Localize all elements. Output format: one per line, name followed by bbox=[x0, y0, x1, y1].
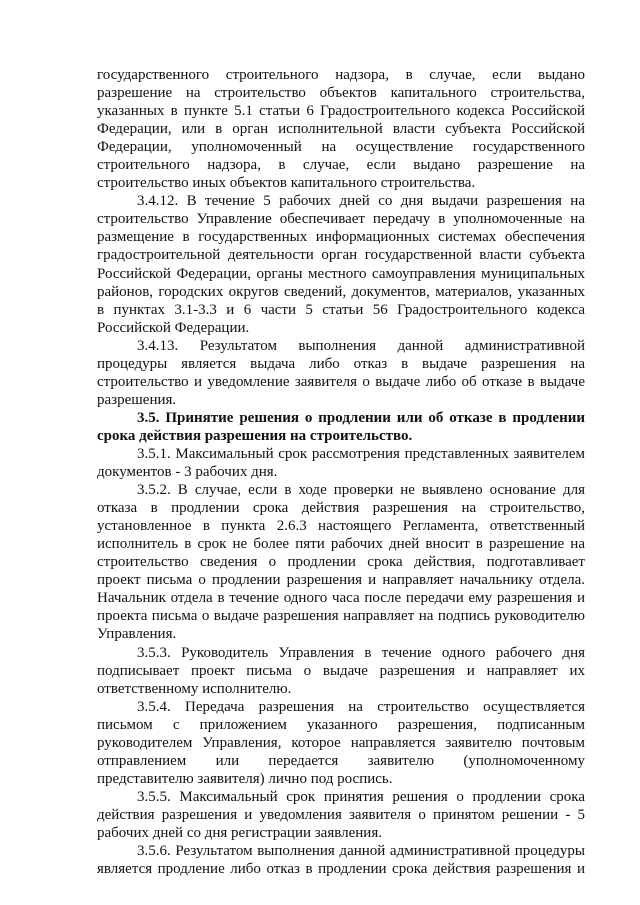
text-line: 3.4.12. В течение 5 рабочих дней со дня выдачи разрешения на bbox=[137, 193, 585, 210]
text-line: проект письма о продлении разрешения и направляет начальнику отдела. bbox=[97, 572, 585, 589]
text-line: размещение в государственных информационных системах обеспечения bbox=[97, 229, 585, 246]
text-line: строительство сведения о продлении срока действия, подготавливает bbox=[97, 554, 585, 571]
text-line: указанных в пункте 5.1 статьи 6 Градостроительного кодекса Российской bbox=[97, 103, 585, 120]
text-line: разрешение на строительство объектов капитального строительства, bbox=[97, 85, 585, 102]
text-line: 3.5.6. Результатом выполнения данной административной процедуры bbox=[137, 843, 585, 860]
text-line: 3.5.4. Передача разрешения на строительство осуществляется bbox=[137, 698, 585, 715]
text-line: действия разрешения и уведомления заявителя о принятом решении - 5 bbox=[97, 806, 585, 823]
text-line: процедуры является выдача либо отказ в выдаче разрешения на bbox=[97, 355, 585, 372]
text-line: является продление либо отказ в продлении срока действия разрешения и bbox=[97, 861, 585, 878]
text-line: руководителем Управления, которое направляется заявителю почтовым bbox=[97, 734, 585, 751]
text-line: в пунктах 3.1-3.3 и 6 части 5 статьи 56 Градостроительного кодекса bbox=[97, 301, 585, 318]
text-line: документов - 3 рабочих дня. bbox=[97, 464, 278, 481]
text-line: 3.5.1. Максимальный срок рассмотрения представленных заявителем bbox=[137, 445, 585, 462]
text-line: строительного надзора, в случае, если выдано разрешение на bbox=[97, 157, 585, 174]
paragraph bbox=[97, 481, 585, 643]
text-line: исполнитель в срок не более пяти рабочих дней вносит в разрешение на bbox=[97, 536, 585, 553]
text-line: 3.5.2. В случае, если в ходе проверки не выявлено основание для bbox=[137, 482, 585, 499]
text-line: 3.4.13. Результатом выполнения данной административной bbox=[137, 337, 585, 354]
text-line: строительство и уведомление заявителя о выдаче либо об отказе в выдаче bbox=[97, 373, 585, 390]
text-line: Российской Федерации, органы местного самоуправления муниципальных bbox=[97, 265, 585, 282]
text-line: 3.5.3. Руководитель Управления в течение одного рабочего дня bbox=[137, 644, 585, 661]
text-line: государственного строительного надзора, в случае, если выдано bbox=[97, 67, 585, 83]
paragraph bbox=[97, 66, 585, 192]
text-line: отправлением или передается заявителю (уполномоченному bbox=[97, 752, 585, 769]
text-line: представителю заявителя) лично под роспись. bbox=[97, 770, 393, 787]
text-line: 3.5.5. Максимальный срок принятия решения о продлении срока bbox=[137, 788, 585, 805]
text-line: проекта письма о выдаче разрешения направляет на подпись руководителю bbox=[97, 608, 585, 625]
paragraph bbox=[97, 445, 585, 481]
text-line: районов, городских округов сведений, документов, материалов, указанных bbox=[97, 283, 585, 300]
text-line: разрешения. bbox=[97, 391, 177, 408]
text-line: Начальник отдела в течение одного часа после передачи ему разрешения и bbox=[97, 590, 585, 607]
text-line: письмом с приложением указанного разрешения, подписанным bbox=[97, 716, 585, 733]
text-line: срока действия разрешения на строительство. bbox=[97, 427, 413, 444]
text-line: 3.5. Принятие решения о продлении или об отказе в продлении bbox=[137, 409, 585, 426]
text-line: установленное в пункта 2.6.3 настоящего Регламента, ответственный bbox=[97, 518, 585, 535]
text-line: градостроительной деятельности орган государственной власти субъекта bbox=[97, 247, 585, 264]
paragraph bbox=[97, 698, 585, 788]
text-line: Российской Федерации. bbox=[97, 319, 250, 336]
section-heading bbox=[97, 409, 585, 445]
text-line: Управления. bbox=[97, 626, 177, 643]
paragraph bbox=[97, 788, 585, 842]
paragraph bbox=[97, 644, 585, 698]
text-line: Федерации, или в орган исполнительной власти субъекта Российской bbox=[97, 121, 585, 138]
paragraph bbox=[97, 842, 585, 878]
document-body bbox=[97, 66, 585, 878]
text-line: подписывает проект письма о выдаче разрешения и направляет их bbox=[97, 662, 585, 679]
paragraph bbox=[97, 192, 585, 336]
text-line: рабочих дней со дня регистрации заявления. bbox=[97, 824, 382, 841]
paragraph bbox=[97, 337, 585, 409]
text-line: отказа в продлении срока действия разрешения на строительство, bbox=[97, 500, 585, 517]
text-line: ответственному исполнителю. bbox=[97, 680, 292, 697]
text-line: строительство Управление обеспечивает передачу в уполномоченные на bbox=[97, 211, 585, 228]
text-line: Федерации, уполномоченный на осуществление государственного bbox=[97, 139, 585, 156]
text-line: строительство иных объектов капитального строительства. bbox=[97, 175, 476, 192]
